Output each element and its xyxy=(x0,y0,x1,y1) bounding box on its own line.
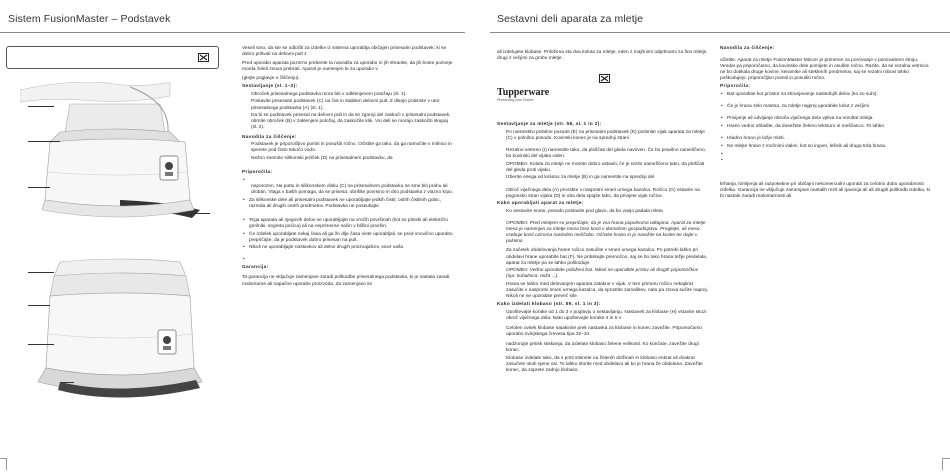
mincer-warranty: krhanja, lomljenja ali razpoketine pri običajni nekomercialni uporabi za celotno dobo uporabnosti izdelka. Garancija ne vključuje zamenjave nastalih rezil ali rjavenja ali ali drugih poškodb izdelka, ki bi nastale zaradi malomarnosti ali xyxy=(720,181,931,199)
no-dishwasher-icon xyxy=(599,74,610,83)
crop-mark-left xyxy=(6,458,7,470)
tupperware-logo xyxy=(497,87,549,102)
tupperware-wordmark: Tupperware xyxy=(497,87,550,98)
sausage-3: nadzorujte pritisk stiskanja, da izdelate klobaso želene velikosti. Ko končate, zavežite drugi konec. xyxy=(506,342,699,354)
callout-line-c xyxy=(28,187,50,188)
assembly-heading: Sestavljanje (sl. 1–2): xyxy=(242,84,298,90)
mincer-tips-4: • Hrano vedno ohladite, da dosežete želeno teksturo in meščanco. To lahko xyxy=(720,124,932,130)
assembly-step-1: Obroček prisesalnega podstavka mora biti v odklenjenem položaju (sl. 1). xyxy=(251,91,407,97)
mincer-tips-6: • Ne mlejte hrane z močnimi vlakni, kot so ingver, lešnik ali druga trda hrana. xyxy=(720,144,932,150)
mincer-assembly-note: OPOMBA: Koluta za mletje ne morete dobro ustaviti, če je rezilo nameščeno tako, da ploščati del gleda proti vijaku. xyxy=(506,161,705,173)
mincer-tips-2: • Če je hrana zelo mastna, za mletje najprej uporabite kolut z večjimi xyxy=(720,104,932,110)
care-badge-box xyxy=(6,46,219,69)
intro-paragraph-3: (glejte poglavje o čiščenju). xyxy=(242,76,300,82)
mincer-cleaning-1: očistite. Aparat za mletje FusionMaster Mincer je primeren za pomivanje v pomivalnem stroju. Vendar pa priporočamo, da kovinske dele pomijete in osušite ročno. Razite, da se rezalna vetrnica ne bo dotikala druge kovine, keramike ali stekleníh predmetov, saj se rezalni robovi lahko poškodujejo. priporočljivo pomiti in posušiti ročno. xyxy=(720,58,929,82)
crop-mark-right xyxy=(942,458,943,470)
callout-line-d xyxy=(180,213,210,214)
cleaning-heading: Navodila za čiščenje: xyxy=(242,134,297,140)
figure-1-suction-base xyxy=(20,82,215,232)
mincer-use-note-2: OPOMBA: Vedno uporabite priloženi bat. Nikoli ne uporabite prstov ali drugih pripomočkov (npr. kuhalnica, noža ...). xyxy=(506,268,699,280)
bullet-empty xyxy=(242,178,454,184)
mincer-use-heading: Kako uporabljati aparat za mletje: xyxy=(497,201,584,207)
mincer-tips-1: • Bat uporabite kot prostor za shranjevanje naslednjih delov (ko so suhi): xyxy=(720,92,932,98)
sausage-4: Klobase izdelate tako, da s prsti stisnete na želenih dolžinah in klobaso enkrat ali dvakrat zasučete okoli njene osi. To lahko storite med obdelavo ali ko je hrana že obdelana. Zavežite konec, da zaprete zadnjo klobaso. xyxy=(506,355,703,374)
sausage-2: Celoten ovitek klobase natakinite prek nastavka za klobase in konec zavežite. Pripomočamo uporabo svinjskega črevesa tipa 32–34. xyxy=(506,325,702,337)
assembly-step-2: Postavite prisesalni podstavek (C) na čist in stabilen delovni pult. Z dlanjo potisnite v utor prisesalnega podstavka (A) (sl. 1). xyxy=(251,99,440,111)
mincer-tips-3: • Privijanje ali odvijanje obroča vijačnega dela vpliva na rezultat mletja. xyxy=(720,116,932,122)
tips-2: • Za silikonske dele ali prisesalni podstavek ne uporabljajte jedkih čistil, ostrih čistilnih gobic, razreda ali drugih ostrih predmetov. Podstavka ne poskušajte xyxy=(242,198,454,210)
sausage-1: Upoštevajte korake od 1 do 3 v poglavju o sestavljanju. Nastavek za klobase (H) vstavite skozi obroč vijačnega dela. Nato upoštevajte korake 4 in 5 v xyxy=(506,309,707,321)
tips-heading: Priporočila: xyxy=(242,170,273,176)
tips-5: • Nikoli ne uporabljajte nastavkov ali delov drugih proizvajalcev, sicer vaša xyxy=(242,245,454,251)
mincer-assembly-heading: Sestavljanje za mletje (str. 58, sl. 1 in 2): xyxy=(497,122,602,127)
callout-line-h xyxy=(60,382,74,383)
crop-mark-right-h xyxy=(942,458,950,459)
mincer-use-1: Ko sestavite enoto, posodo postavite pod glavo, da bo vanjo padala mleta xyxy=(506,209,663,214)
mincer-use-3: Hrana se lahko med delovanjem aparata zatakne v vijak. V tem primeru ročico nekajkrat zasučite v nasprotni smeri urnega kazalca, da sprostite zamašitev, nato pa znova sučite naprej. Nikoli ne ne uporabite preveč sile. xyxy=(506,282,709,300)
callout-line-b xyxy=(28,141,60,142)
callout-line-g xyxy=(28,344,54,345)
right-text-column-2 xyxy=(720,46,932,201)
right-text-column-1 xyxy=(497,50,709,64)
left-page-title: Sistem FusionMaster – Podstavek xyxy=(8,13,171,25)
mincer-tips-heading: Priporočila: xyxy=(720,84,751,90)
cleaning-step-1: Podstavek je priporočljivo pomiti in posušiti ročno. Očistite ga tako, da ga namočite v milnico in sperete pod čisto tekočo vodo. xyxy=(251,142,452,154)
mincer-assembly-1: Po namestitvi polnilne posode (E) na prisesalni podstavek (K) potisnite vijak aparata za mletje (C) v polnilno posodo. Kovinski konec je na sprednji strani xyxy=(506,129,705,141)
mincer-intro: ali izdelujete klobase. Priložena sta dva koluta za mletje, eden z majhnimi odprtinami za fino mletje, drugi z večjimi za grobo mletje. xyxy=(497,50,708,62)
right-page-title: Sestavni deli aparata za mletje xyxy=(497,13,644,25)
tips-4: • Če izdelek uporabljate nekaj časa ali ga že dlje časa niste uporabljali, se pred vnovično uporabo prepričajte, da je podstavek dobro prisesan na pult. xyxy=(242,232,454,244)
warranty-text: Ta garancija ne vključuje zamenjave zaradi poškodbe prisesalnega podstavka, ki je nastala zaradi malomarne ali napačne uporabe proizvoda. Za zamenjavo se xyxy=(242,275,450,287)
mincer-tips-5: • Hladno hrano je lažje mleti. xyxy=(720,136,932,142)
tips-1: neporozen. Na puttu in silikonskem disku (C) na prisesalnem podstavku ne sme biti prahu ali drobtin. Vlaga v baših pomaga, da se prisesa: obrišite povrsino in dno podstavka z vlazno krpo. xyxy=(251,183,454,195)
no-dishwasher-icon xyxy=(198,53,209,62)
intro-paragraph: Veseli smo, da ste se odločili za izdelke iz sistema uporablja običajen prisesalni podstavek; ki se dobro prilivati na delovni pult z xyxy=(242,46,447,58)
mincer-assembly-3: Izberite enega od kolutov za mletje (B) in ga namestite na sprednji del xyxy=(506,175,655,181)
mincer-use-note-1: OPOMBA: Pred mletjem se prepričajte, da je vsa hrana popolnoma odtajana. Aparat za mletje mesa je namenjen za mletje mesa brez kosti v domačem gospodinjstvu. Preglejte, ali meso vsebuje kosti oziroma nasledno meščobo. Očistite hrano in jo narežite na koske ter dajte v polnilno xyxy=(506,221,706,245)
mincer-assembly-4: Obroč vijačnega dela (A) privrstite v nasprotni smeri urnega kazalca. Ročico (G) vstavite na pogonsko stran vijaka (D) in oba dela spojite tako, da privijete vijak ročice. xyxy=(506,187,700,199)
left-header-rule xyxy=(0,32,465,33)
mincer-use-2: Za začetek obdelovanja hrane ročico zasučite v smeri urnega kazalca. Po potrebi lahko pri obdelavi hrane uporabite bat (F). Ne pritiskajte premočno, saj se bo tako hrana težje predelala, aparat za mletje pa se lahko poškoduje. xyxy=(506,248,708,266)
sausage-heading: Kako izdelati klobaso (str. 59, sl. 1 in 3): xyxy=(497,302,601,307)
right-header-rule xyxy=(490,32,950,33)
cleaning-step-2: Nežno snemite silikonski jeziček (D) na prisesalnem podstavku, da xyxy=(251,155,393,161)
mincer-cleaning-heading: Navodila za čiščenje: xyxy=(720,46,775,51)
warranty-heading: Garancija: xyxy=(242,265,269,271)
mincer-assembly-2: Rezalno vetreno (I) namestite tako, da ploščati del gleda navzven. Če bo pravilno nameščeno, bo kovinski del vijaka viden. xyxy=(506,147,706,159)
figure-2-suction-base xyxy=(20,256,215,406)
callout-line-a xyxy=(28,106,54,107)
callout-line-e xyxy=(28,272,54,273)
right-text-column-1-body xyxy=(497,122,709,376)
tips-3: • Tega aparata ali njegovih delov ne uporabljajte na vročih površinah (kot so plinski ali električni gorilniki, segreta pečica) ali na neprimerne način v bližini površin. xyxy=(242,218,454,230)
tupperware-tagline: Preserving your Future xyxy=(497,98,534,102)
intro-paragraph-2: Pred uporabo aparata pozorno preberite ta navodila za uporabo in jih shranite, da jih boste pozneje morda želeli znova prebrati. Aparat je namenjen le za uporabo v xyxy=(242,61,453,73)
assembly-step-3: Da bi se podstavek prisesal na delovni pult in da se zgornji del zaskoči v prisesalni podstavek, obrnite obroček (B) v zaklenjeni položaj, da zaskočite klik. Vsi deli se morajo zaskočiti skupaj (sl. 2). xyxy=(251,113,451,131)
bullet-empty-2 xyxy=(242,257,454,263)
crop-mark-left-h xyxy=(0,458,6,459)
bullet-empty-4 xyxy=(720,158,932,164)
left-text-column xyxy=(242,46,454,289)
callout-line-f xyxy=(28,305,50,306)
